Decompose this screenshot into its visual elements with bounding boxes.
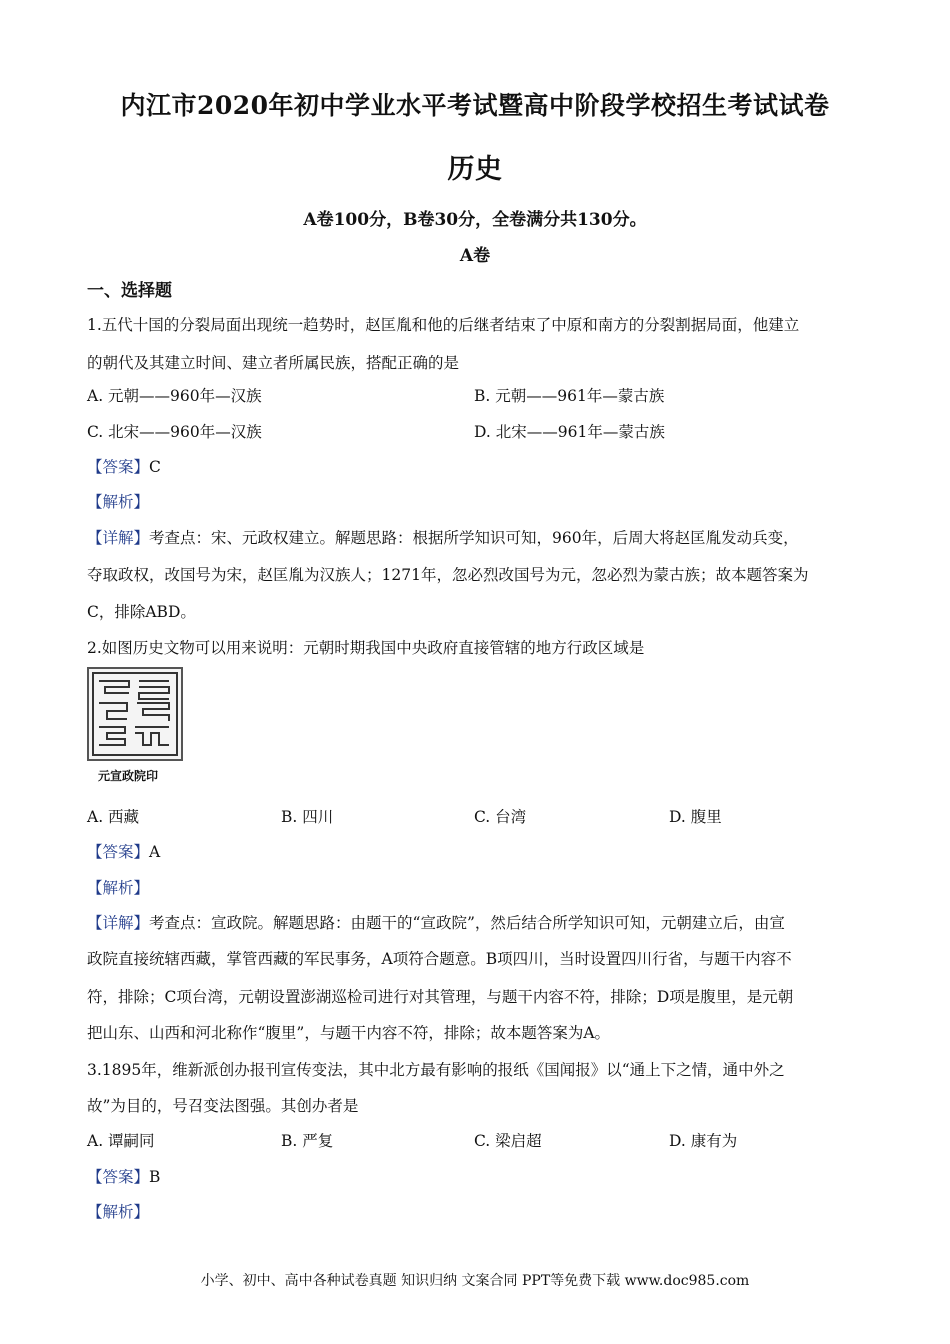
q3-option-b: B. 严复 bbox=[281, 1132, 334, 1150]
detail-text: 考查点：宣政院。解题思路：由题干的“宣政院”，然后结合所学知识可知，元朝建立后，由宣 bbox=[149, 914, 785, 932]
section-heading: 一、选择题 bbox=[87, 281, 172, 301]
seal-glyph-icon bbox=[89, 669, 181, 759]
subject-title: 历史 bbox=[447, 154, 503, 185]
q1-option-d: D. 北宋——961年—蒙古族 bbox=[474, 423, 665, 441]
q2-detail-line2: 政院直接统辖西藏，掌管西藏的军民事务，A项符合题意。B项四川，当时设置四川行省，与题干内容不 bbox=[87, 950, 792, 968]
q1-analysis-tag: 【解析】 bbox=[87, 493, 150, 511]
answer-value: A bbox=[149, 843, 161, 861]
q3-stem-line1: 3.1895年，维新派创办报刊宣传变法，其中北方最有影响的报纸《国闻报》以“通上下之情，通中外之 bbox=[87, 1061, 785, 1079]
seal-image bbox=[87, 667, 183, 761]
q2-option-b: B. 四川 bbox=[281, 808, 334, 826]
q3-analysis-tag: 【解析】 bbox=[87, 1203, 150, 1221]
exam-title: 内江市2020年初中学业水平考试暨高中阶段学校招生考试试卷 bbox=[120, 91, 830, 120]
q1-detail-line2: 夺取政权，改国号为宋，赵匡胤为汉族人；1271年，忽必烈改国号为元，忽必烈为蒙古族；故本题答案为 bbox=[87, 566, 809, 584]
q1-answer bbox=[87, 455, 161, 477]
detail-tag: 【详解】 bbox=[87, 914, 150, 932]
q2-option-a: A. 西藏 bbox=[87, 808, 140, 826]
detail-tag: 【详解】 bbox=[87, 529, 150, 547]
answer-value: C bbox=[149, 458, 161, 476]
part-label: A卷 bbox=[459, 246, 491, 266]
q1-detail-line1 bbox=[87, 526, 799, 548]
q2-analysis-tag: 【解析】 bbox=[87, 879, 150, 897]
q2-answer bbox=[87, 840, 160, 862]
answer-tag: 【答案】 bbox=[87, 1168, 150, 1186]
q3-answer bbox=[87, 1165, 160, 1187]
q2-stem: 2.如图历史文物可以用来说明：元朝时期我国中央政府直接管辖的地方行政区域是 bbox=[87, 639, 645, 657]
q1-stem-line2: 的朝代及其建立时间、建立者所属民族，搭配正确的是 bbox=[87, 354, 460, 372]
q3-option-c: C. 梁启超 bbox=[474, 1132, 542, 1150]
q2-detail-line1 bbox=[87, 911, 785, 933]
q1-detail-line3: C，排除ABD。 bbox=[87, 603, 196, 621]
q1-stem-line1: 1.五代十国的分裂局面出现统一趋势时，赵匡胤和他的后继者结束了中原和南方的分裂割据局面，他建立 bbox=[87, 316, 800, 334]
image-caption: 元宣政院印 bbox=[98, 769, 159, 783]
q2-detail-line4: 把山东、山西和河北称作“腹里”，与题干内容不符，排除；故本题答案为A。 bbox=[87, 1024, 611, 1042]
detail-text: 考查点：宋、元政权建立。解题思路：根据所学知识可知，960年，后周大将赵匡胤发动兵变， bbox=[149, 529, 799, 547]
answer-tag: 【答案】 bbox=[87, 458, 150, 476]
q1-option-b: B. 元朝——961年—蒙古族 bbox=[474, 387, 665, 405]
q1-option-a: A. 元朝——960年—汉族 bbox=[87, 387, 262, 405]
q2-option-c: C. 台湾 bbox=[474, 808, 527, 826]
q3-option-a: A. 谭嗣同 bbox=[87, 1132, 155, 1150]
footer-note: 小学、初中、高中各种试卷真题 知识归纳 文案合同 PPT等免费下载 www.doc985.com bbox=[200, 1273, 750, 1289]
q2-option-d: D. 腹里 bbox=[669, 808, 722, 826]
q1-option-c: C. 北宋——960年—汉族 bbox=[87, 423, 262, 441]
q2-detail-line3: 符，排除；C项台湾，元朝设置澎湖巡检司进行对其管理，与题干内容不符，排除；D项是腹里，是元朝 bbox=[87, 988, 794, 1006]
q3-stem-line2: 故”为目的，号召变法图强。其创办者是 bbox=[87, 1097, 359, 1115]
score-note: A卷100分，B卷30分，全卷满分共130分。 bbox=[303, 210, 647, 230]
answer-tag: 【答案】 bbox=[87, 843, 150, 861]
answer-value: B bbox=[149, 1168, 161, 1186]
q3-option-d: D. 康有为 bbox=[669, 1132, 738, 1150]
